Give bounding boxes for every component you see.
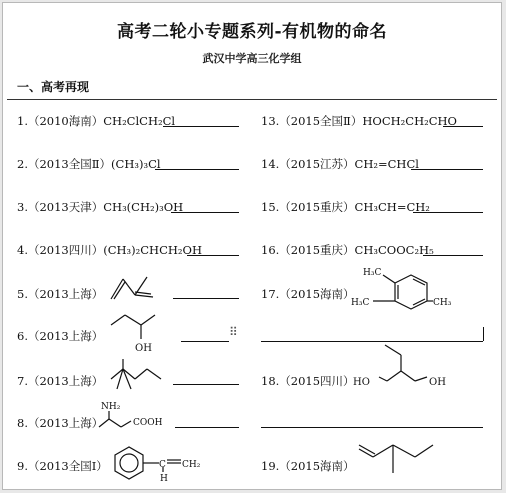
- q8-nh2-label: NH₂: [101, 402, 121, 412]
- answer-blank-17[interactable]: [261, 341, 483, 342]
- document-page: [2, 2, 502, 490]
- section-divider: [7, 99, 497, 100]
- q8-cooh-label: COOH: [133, 418, 163, 428]
- document-subtitle: 武汉中学高三化学组: [202, 52, 302, 65]
- question-5: 5.（2013上海）: [17, 287, 104, 301]
- document-title: 高考二轮小专题系列-有机物的命名: [116, 22, 388, 42]
- question-6: 6.（2013上海）: [17, 329, 104, 343]
- answer-blank-3[interactable]: [171, 212, 239, 213]
- question-8: 8.（2013上海）: [17, 416, 104, 430]
- answer-blank-13[interactable]: [443, 126, 483, 127]
- question-3: 3.（2013天津）CH₃(CH₂)₃OH: [17, 200, 184, 214]
- q9-structure: [101, 445, 205, 485]
- q7-structure: [107, 357, 169, 393]
- answer-blank-4[interactable]: [187, 255, 239, 256]
- answer-blank-5[interactable]: [173, 298, 239, 299]
- q5-structure: [107, 267, 159, 307]
- question-19: 19.（2015海南）: [261, 459, 355, 473]
- answer-blank-1[interactable]: [163, 126, 239, 127]
- text-cursor: [483, 327, 484, 341]
- q6-oh-label: OH: [135, 343, 152, 353]
- answer-blank-7[interactable]: [173, 384, 239, 385]
- answer-blank-18[interactable]: [261, 427, 483, 428]
- answer-blank-15[interactable]: [413, 212, 483, 213]
- question-14: 14.（2015江苏）CH₂=CHCl: [261, 157, 419, 171]
- question-17: 17.（2015海南）: [261, 287, 355, 301]
- q17-ch3-top: H₃C: [363, 268, 382, 278]
- answer-blank-2[interactable]: [155, 169, 239, 170]
- question-13: 13.（2015全国Ⅱ）HOCH₂CH₂CHO: [261, 114, 457, 128]
- question-4: 4.（2013四川）(CH₃)₂CHCH₂OH: [17, 243, 202, 257]
- answer-blank-8[interactable]: [175, 427, 239, 428]
- section-heading: 一、高考再现: [17, 80, 90, 94]
- q19-structure: [353, 439, 443, 481]
- q18-ho-label: HO: [353, 377, 370, 388]
- answer-blank-6[interactable]: [181, 341, 229, 342]
- question-16: 16.（2015重庆）CH₃COOC₂H₅: [261, 243, 434, 257]
- q8-structure: [95, 399, 175, 435]
- question-1: 1.（2010海南）CH₂ClCH₂Cl: [17, 114, 176, 128]
- question-15: 15.（2015重庆）CH₃CH=CH₂: [261, 200, 430, 214]
- q17-structure: [349, 265, 459, 321]
- q17-ch3-left: H₃C: [351, 298, 370, 308]
- answer-blank-16[interactable]: [423, 255, 483, 256]
- question-7: 7.（2013上海）: [17, 374, 104, 388]
- question-18: 18.（2015四川）: [261, 374, 355, 388]
- answer-blank-14[interactable]: [411, 169, 483, 170]
- q9-c-label: C: [159, 460, 166, 470]
- q18-oh-label: OH: [429, 377, 446, 388]
- q9-ch2-label: CH₂: [182, 460, 201, 470]
- q6-structure: [107, 311, 167, 353]
- q17-ch3-right: CH₃: [433, 298, 452, 308]
- question-2: 2.（2013全国Ⅱ）(CH₃)₃Cl: [17, 157, 161, 171]
- q9-h-label: H: [160, 474, 168, 484]
- question-9: 9.（2013全国Ⅰ）: [17, 459, 108, 473]
- drag-handle-icon[interactable]: ⠿: [229, 325, 238, 339]
- q18-structure: [349, 343, 453, 399]
